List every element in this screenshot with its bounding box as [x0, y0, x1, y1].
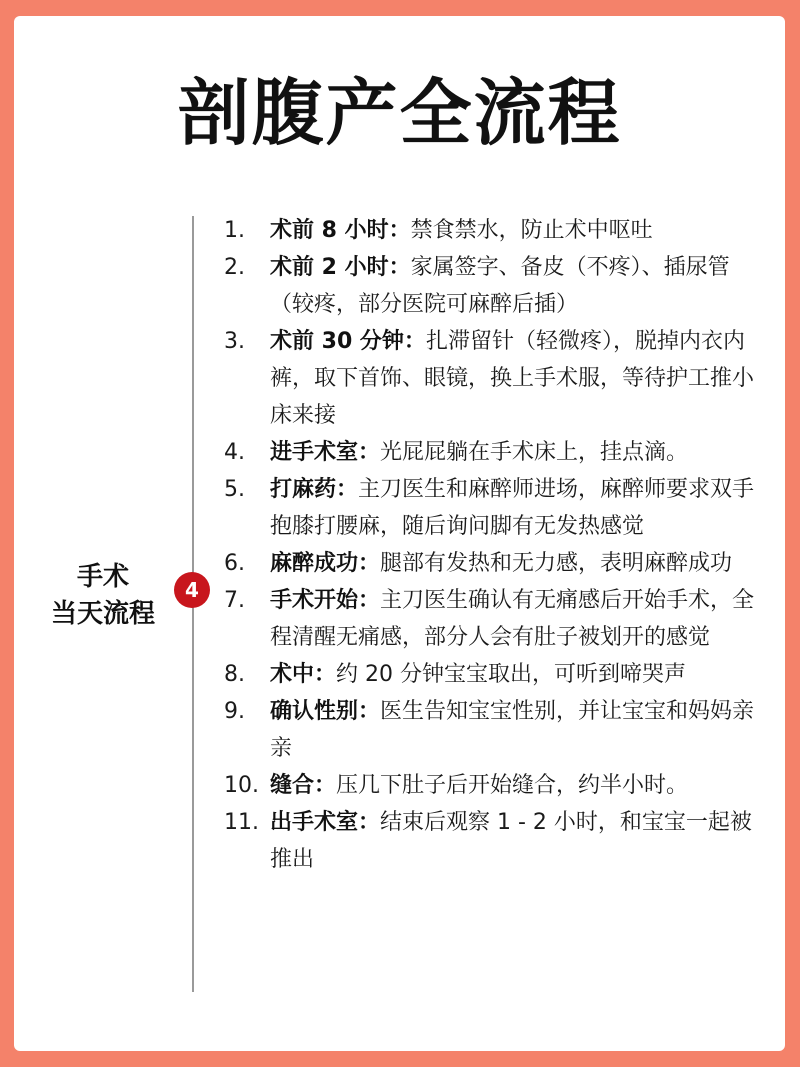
step-number: 3. [224, 329, 245, 354]
step-body [270, 323, 769, 434]
step-heading: 术前 2 小时： [270, 255, 411, 280]
step-number: 9. [224, 699, 245, 724]
step-body [270, 434, 769, 471]
step-text: 约 20 分钟宝宝取出，可听到啼哭声 [336, 662, 686, 687]
step-heading: 出手术室： [270, 810, 381, 835]
step-body [270, 249, 769, 323]
step-heading: 缝合： [270, 773, 337, 798]
list-item [224, 693, 769, 767]
step-heading: 术前 30 分钟： [270, 329, 426, 354]
step-text: 腿部有发热和无力感，表明麻醉成功 [380, 551, 733, 576]
section-label-line2: 当天流程 [50, 599, 155, 629]
step-body [270, 767, 769, 804]
step-heading: 进手术室： [270, 440, 381, 465]
step-text: 主刀医生和麻醉师进场，麻醉师要求双手抱膝打腰麻，随后询问脚有无发热感觉 [270, 477, 755, 539]
list-item [224, 249, 769, 323]
step-text: 光屁屁躺在手术床上，挂点滴。 [380, 440, 689, 465]
section-label [36, 559, 170, 633]
step-number: 4. [224, 440, 245, 465]
step-heading: 确认性别： [270, 699, 381, 724]
list-item [224, 323, 769, 434]
step-heading: 术前 8 小时： [270, 218, 411, 243]
list-item [224, 434, 769, 471]
step-text: 扎滞留针（轻微疼），脱掉内衣内裤，取下首饰、眼镜，换上手术服，等待护工推小床来接 [270, 329, 755, 428]
section-label-line1: 手术 [76, 562, 129, 592]
step-body [270, 582, 769, 656]
list-item [224, 471, 769, 545]
step-number: 10. [224, 773, 259, 798]
step-number: 11. [224, 810, 259, 835]
list-item [224, 545, 769, 582]
list-item [224, 767, 769, 804]
step-body [270, 693, 769, 767]
section-number-badge: 4 [174, 572, 210, 608]
step-body [270, 545, 769, 582]
step-body [270, 656, 769, 693]
content-card [14, 16, 785, 1051]
step-heading: 术中： [270, 662, 337, 687]
step-number: 7. [224, 588, 245, 613]
step-heading: 打麻药： [270, 477, 359, 502]
step-heading: 手术开始： [270, 588, 381, 613]
step-number: 1. [224, 218, 245, 243]
step-text: 主刀医生确认有无痛感后开始手术，全程清醒无痛感，部分人会有肚子被划开的感觉 [270, 588, 755, 650]
step-body [270, 471, 769, 545]
step-list [224, 212, 769, 878]
step-text: 结束后观察 1 - 2 小时，和宝宝一起被推出 [270, 810, 752, 872]
list-item [224, 656, 769, 693]
list-item [224, 804, 769, 878]
step-number: 5. [224, 477, 245, 502]
step-text: 禁食禁水，防止术中呕吐 [410, 218, 653, 243]
list-item [224, 582, 769, 656]
step-number: 6. [224, 551, 245, 576]
step-text: 压几下肚子后开始缝合，约半小时。 [336, 773, 689, 798]
page-title: 剖腹产全流程 [177, 71, 622, 155]
step-heading: 麻醉成功： [270, 551, 381, 576]
step-text: 家属签字、备皮（不疼）、插尿管（较疼，部分医院可麻醉后插） [270, 255, 730, 317]
list-item [224, 212, 769, 249]
step-body [270, 804, 769, 878]
step-body [270, 212, 769, 249]
step-number: 2. [224, 255, 245, 280]
step-text: 医生告知宝宝性别，并让宝宝和妈妈亲亲 [270, 699, 755, 761]
step-number: 8. [224, 662, 245, 687]
